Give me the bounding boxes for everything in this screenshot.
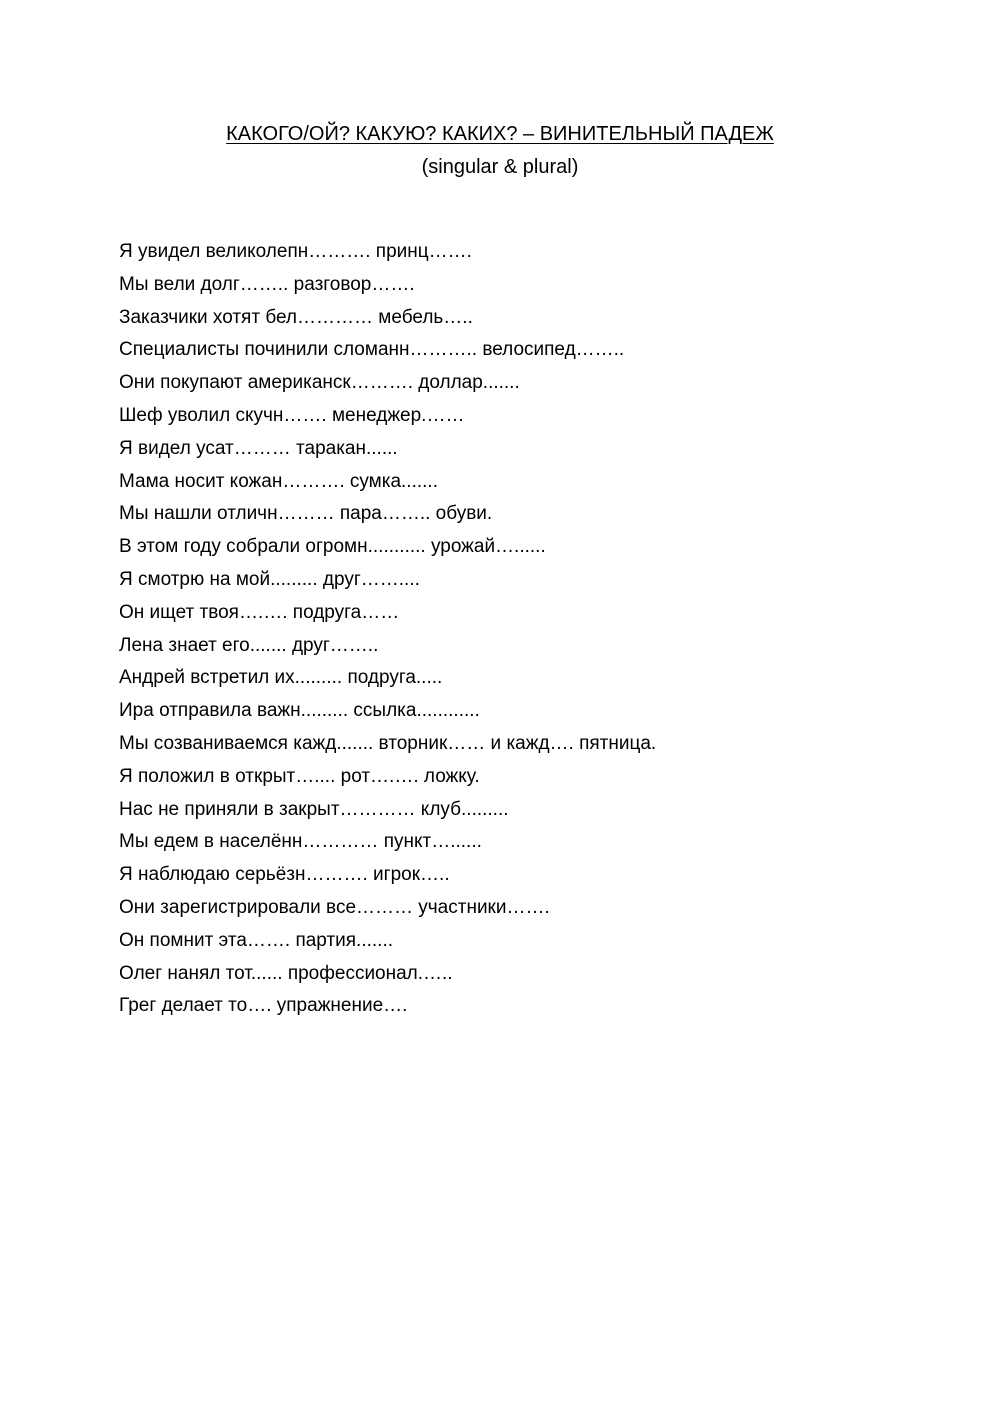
exercise-sentence: Они зарегистрировали все……… участники…….: [119, 896, 550, 918]
exercise-sentence: Олег нанял тот...... профессионал.…..: [119, 962, 453, 984]
worksheet-subtitle: (singular & plural): [421, 156, 579, 178]
exercise-sentence: Я смотрю на мой......... друг……....: [119, 568, 420, 590]
exercise-sentence: Шеф уволил скучн……. менеджер.……: [119, 404, 465, 426]
exercise-sentence: Лена знает его....... друг……..: [119, 634, 379, 656]
exercise-sentence-list: [119, 236, 959, 1023]
exercise-sentence: Мама носит кожан………. сумка.......: [119, 470, 438, 492]
exercise-sentence: В этом году собрали огромн........... урожай…......: [119, 536, 546, 558]
exercise-sentence: Грег делает то…. упражнение….: [119, 995, 408, 1017]
exercise-sentence: Я видел усат……… таракан......: [119, 437, 398, 459]
exercise-sentence: Я наблюдаю серьёзн………. игрок…..: [119, 864, 450, 886]
exercise-sentence: Они покупают американск………. доллар.......: [119, 372, 520, 394]
exercise-sentence: Нас не приняли в закрыт………… клуб.........: [119, 798, 509, 820]
exercise-sentence: Я положил в открыт….... рот….…. ложку.: [119, 765, 480, 787]
exercise-sentence: Мы едем в населённ………… пункт…......: [119, 831, 482, 853]
exercise-sentence: Мы нашли отличн……… пара…….. обуви.: [119, 503, 493, 525]
worksheet-title: КАКОГО/ОЙ? КАКУЮ? КАКИХ? – ВИНИТЕЛЬНЫЙ ПАДЕЖ: [226, 123, 774, 145]
exercise-sentence: Ира отправила важн......... ссылка............: [119, 700, 480, 722]
exercise-sentence: Мы созваниваемся кажд....... вторник…… и кажд…. пятница.: [119, 732, 657, 754]
exercise-sentence: Он помнит эта……. партия.......: [119, 929, 394, 951]
exercise-sentence: Он ищет твоя….…. подруга……: [119, 601, 400, 623]
exercise-sentence: Я увидел великолепн………. принц…….: [119, 241, 472, 262]
exercise-sentence: Андрей встретил их......... подруга.....: [119, 667, 443, 689]
exercise-sentence: Мы вели долг…….. разговор…….: [119, 273, 415, 295]
exercise-sentence: Заказчики хотят бел………… мебель…..: [119, 306, 473, 328]
exercise-sentence: Специалисты починили сломанн……….. велосипед……..: [119, 339, 625, 361]
